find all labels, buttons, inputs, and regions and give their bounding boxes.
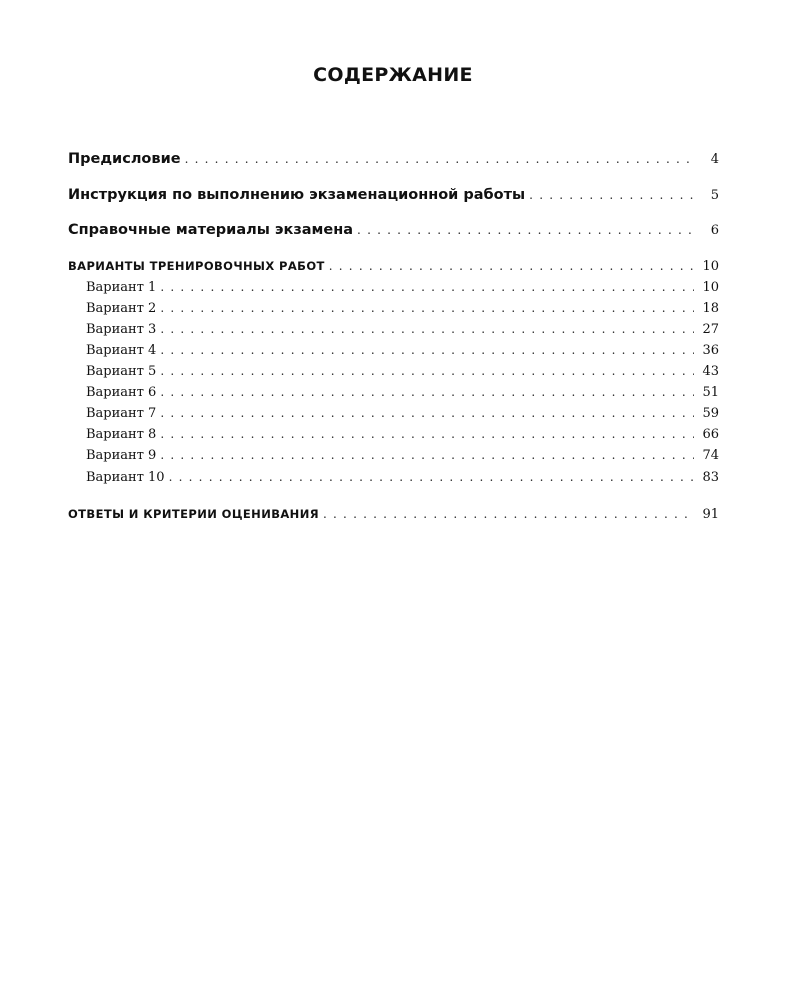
- toc-entry-page: 4: [710, 152, 719, 167]
- toc-entry-page: 18: [702, 301, 719, 316]
- toc-entry-title: ВАРИАНТЫ ТРЕНИРОВОЧНЫХ РАБОТ: [68, 259, 325, 273]
- toc-entry-title: Инструкция по выполнению экзаменационной работы: [68, 187, 526, 203]
- toc-entry-variant-2[interactable]: [68, 301, 719, 316]
- toc-entry-page: 74: [702, 448, 719, 463]
- toc-entry-reference[interactable]: [68, 222, 719, 238]
- toc-entry-title: Вариант 6: [86, 385, 157, 400]
- toc-entry-page: 83: [702, 470, 719, 485]
- toc-entry-page: 5: [710, 188, 719, 203]
- toc-entry-title: Вариант 5: [86, 364, 157, 379]
- toc-entry-title: ОТВЕТЫ И КРИТЕРИИ ОЦЕНИВАНИЯ: [68, 507, 319, 521]
- dot-leader: [160, 385, 694, 399]
- toc-entry-title: Вариант 1: [86, 280, 157, 295]
- toc-entry-page: 36: [702, 343, 719, 358]
- toc-entry-title: Вариант 2: [86, 301, 157, 316]
- toc-entry-page: 10: [702, 280, 719, 295]
- toc-entry-title: Вариант 8: [86, 427, 157, 442]
- toc-entry-variant-1[interactable]: [68, 280, 719, 295]
- page-title: СОДЕРЖАНИЕ: [313, 64, 473, 86]
- toc-entry-variant-9[interactable]: [68, 448, 719, 463]
- dot-leader: [169, 470, 694, 484]
- toc-entry-page: 59: [702, 406, 719, 421]
- toc-entry-page: 10: [702, 259, 719, 274]
- toc-entry-title: Вариант 7: [86, 406, 157, 421]
- dot-leader: [329, 259, 694, 273]
- dot-leader: [160, 406, 694, 420]
- toc-entry-page: 43: [702, 364, 719, 379]
- toc-entry-title: Вариант 4: [86, 343, 157, 358]
- dot-leader: [529, 188, 694, 202]
- toc-entry-variant-5[interactable]: [68, 364, 719, 379]
- toc-entry-page: 66: [702, 427, 719, 442]
- toc-entry-variant-6[interactable]: [68, 385, 719, 400]
- dot-leader: [185, 152, 694, 166]
- toc-entry-page: 27: [702, 322, 719, 337]
- toc-entry-title: Вариант 10: [86, 470, 165, 485]
- toc-entry-title: Вариант 9: [86, 448, 157, 463]
- toc-entry-title: Предисловие: [68, 151, 181, 167]
- dot-leader: [160, 280, 694, 294]
- dot-leader: [160, 301, 694, 315]
- dot-leader: [357, 223, 694, 237]
- toc-entry-page: 6: [710, 223, 719, 238]
- toc-entry-variants-section[interactable]: [68, 259, 719, 274]
- dot-leader: [160, 364, 694, 378]
- toc-entry-variant-10[interactable]: [68, 470, 719, 485]
- toc-entry-variant-7[interactable]: [68, 406, 719, 421]
- dot-leader: [160, 322, 694, 336]
- dot-leader: [160, 343, 694, 357]
- toc-entry-answers-section[interactable]: [68, 507, 719, 522]
- toc-entry-instructions[interactable]: [68, 187, 719, 203]
- dot-leader: [160, 427, 694, 441]
- toc-entry-preface[interactable]: [68, 151, 719, 167]
- dot-leader: [160, 448, 694, 462]
- toc-entry-page: 91: [702, 507, 719, 522]
- toc-entry-title: Справочные материалы экзамена: [68, 222, 354, 238]
- toc-entry-page: 51: [702, 385, 719, 400]
- toc-entry-variant-3[interactable]: [68, 322, 719, 337]
- toc-entry-variant-8[interactable]: [68, 427, 719, 442]
- toc-entry-title: Вариант 3: [86, 322, 157, 337]
- toc-entry-variant-4[interactable]: [68, 343, 719, 358]
- dot-leader: [323, 507, 694, 521]
